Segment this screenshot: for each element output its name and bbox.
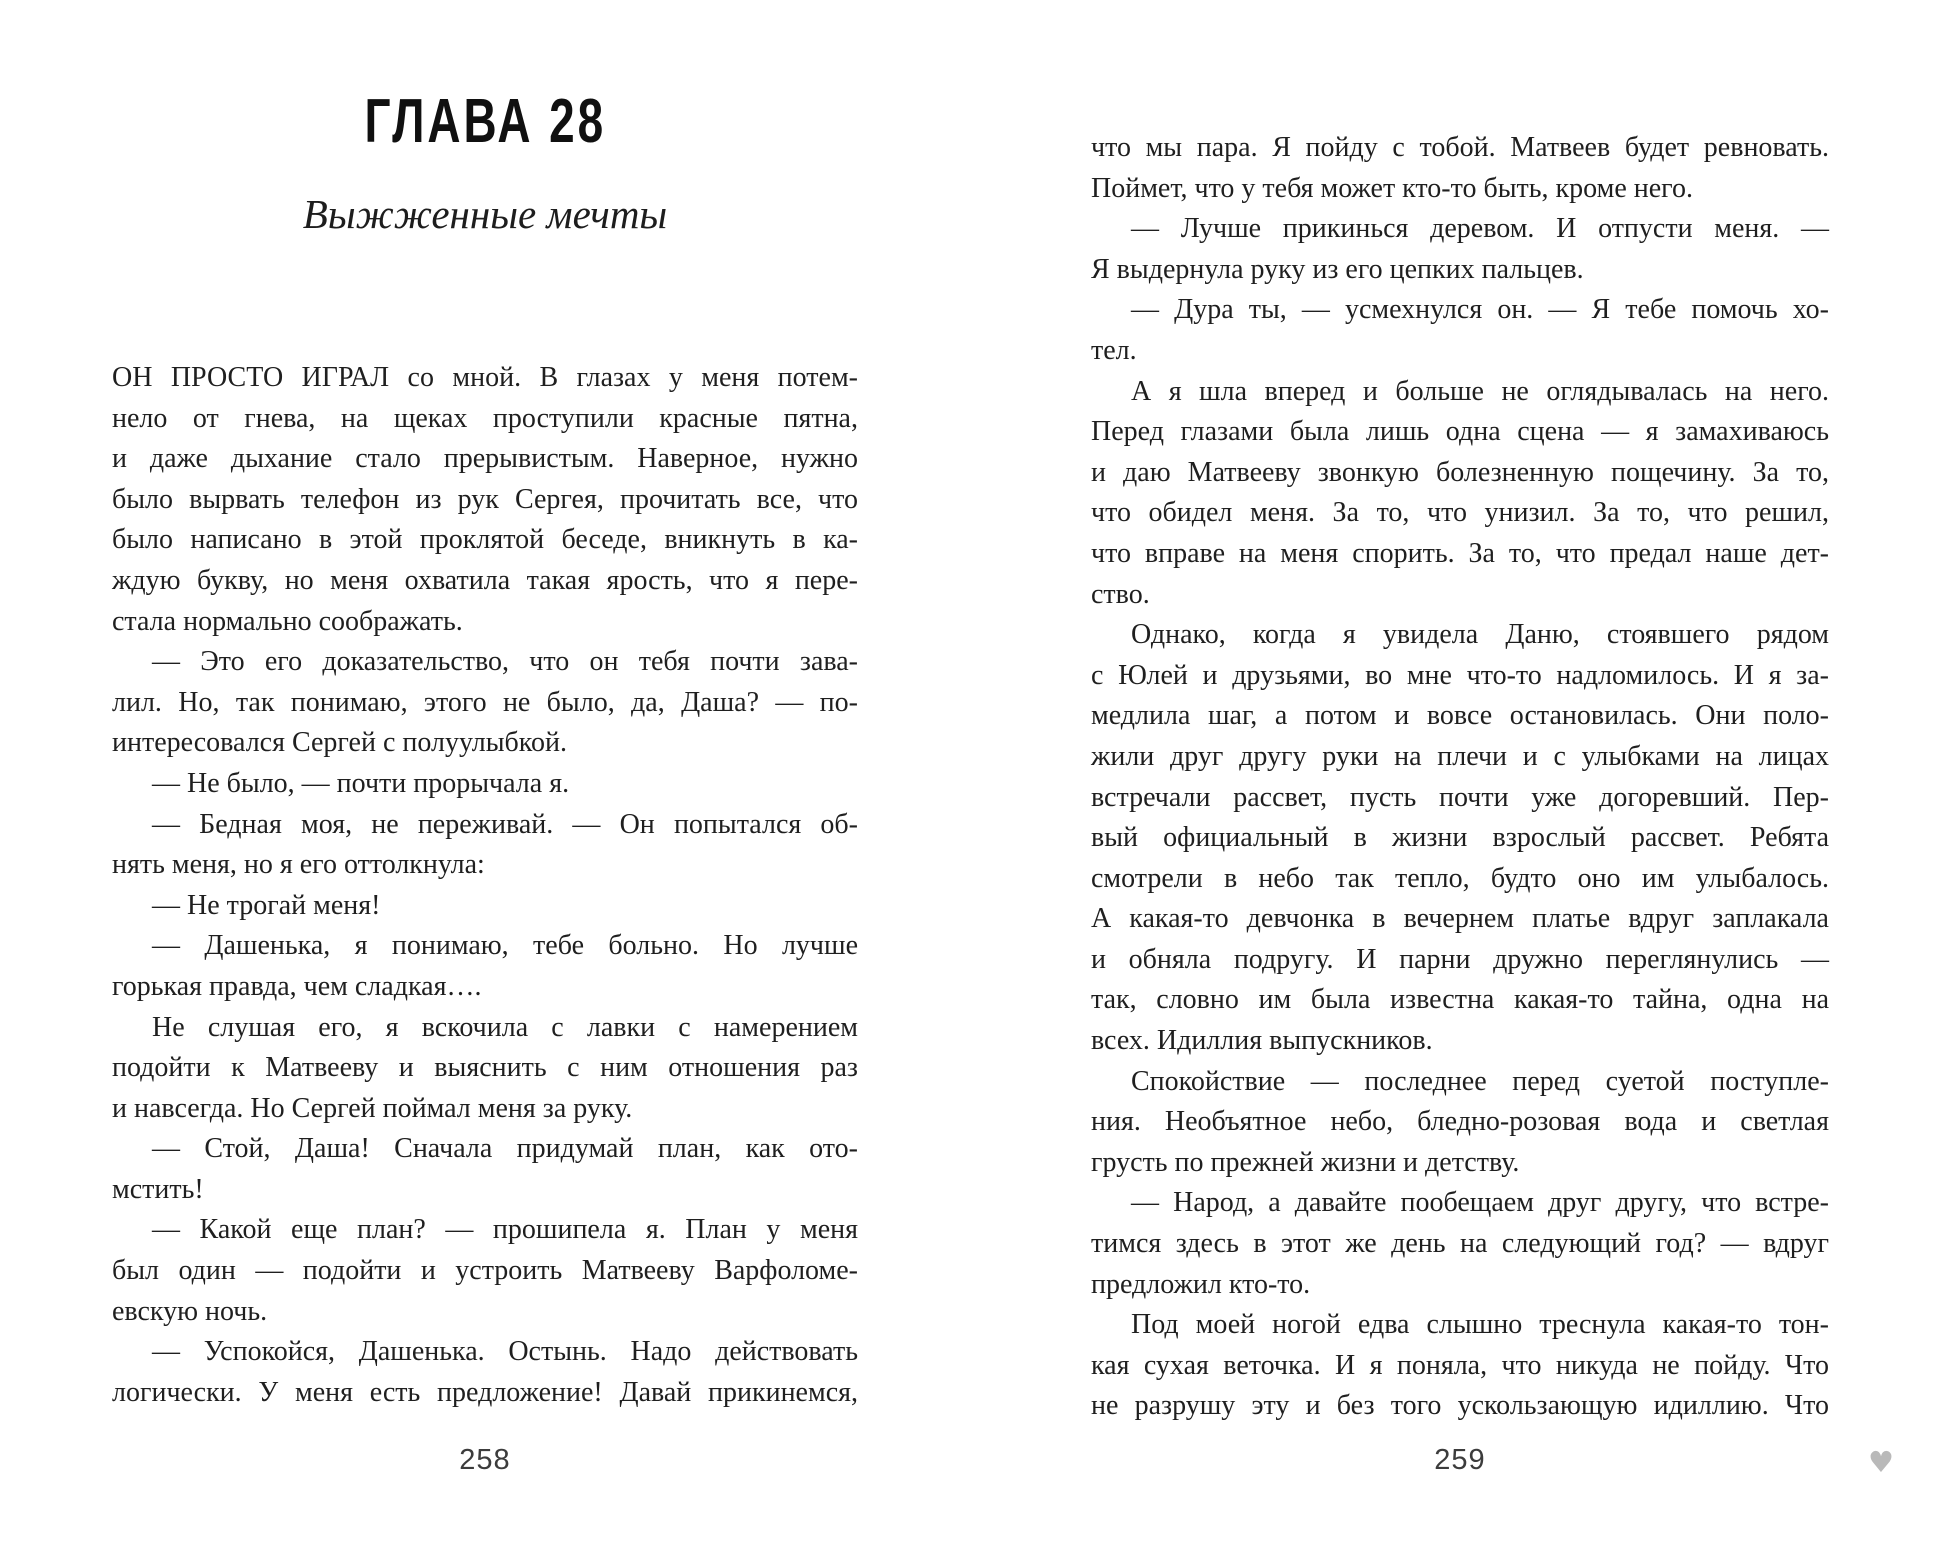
text-line: кая сухая веточка. И я поняла, что никуда не пойду. Что (1091, 1349, 1829, 1381)
text-line: Поймет, что у тебя может кто-то быть, кроме него. (1091, 172, 1693, 204)
text-line: и даю Матвееву звонкую болезненную пощечину. За то, (1091, 456, 1829, 488)
favorite-heart-icon[interactable]: ♥ (1868, 1445, 1894, 1479)
text-line: лил. Но, так понимаю, этого не было, да, Даша? — по- (112, 686, 858, 718)
text-line: не разрушу эту и без того ускользающую идиллию. Что (1091, 1390, 1829, 1422)
text-line: Не слушая его, я вскочила с лавки с намерением (152, 1011, 858, 1043)
right-page-text (1091, 128, 1829, 1427)
text-line: — Стой, Даша! Сначала придумай план, как ото- (152, 1133, 858, 1165)
text-line: ждую букву, но меня охватила такая ярость, что я пере- (112, 564, 858, 596)
text-line: нело от гнева, на щеках проступили красные пятна, (112, 402, 858, 434)
text-line: интересовался Сергей с полуулыбкой. (112, 727, 567, 759)
text-line: ОН ПРОСТО ИГРАЛ со мной. В глазах у меня потем- (112, 362, 858, 393)
text-line: — Успокойся, Дашенька. Остынь. Надо действовать (152, 1336, 858, 1368)
text-line: А какая-то девчонка в вечернем платье вдруг заплакала (1091, 903, 1829, 935)
text-line: тел. (1091, 334, 1137, 366)
text-line: ния. Необъятное небо, бледно-розовая вода и светлая (1091, 1106, 1829, 1138)
text-line: Спокойствие — последнее перед суетой поступле- (1131, 1065, 1829, 1097)
chapter-heading (112, 86, 858, 157)
text-line: — Какой еще план? — прошипела я. План у меня (152, 1214, 858, 1246)
page-number-right: 259 (1434, 1444, 1486, 1476)
text-line: вый официальный в жизни взрослый рассвет. Ребята (1091, 822, 1829, 854)
left-page-text (112, 358, 858, 1413)
text-line: жили друг другу руки на плечи и с улыбками на лицах (1091, 740, 1829, 772)
text-line: грусть по прежней жизни и детству. (1091, 1146, 1520, 1178)
text-line: Однако, когда я увидела Даню, стоявшего рядом (1131, 619, 1829, 651)
text-line: и обняла подругу. И парни дружно переглянулись — (1091, 943, 1829, 975)
text-line: так, словно им была известна какая-то тайна, одна на (1091, 984, 1829, 1016)
text-line: встречали рассвет, пусть почти уже догоревший. Пер- (1091, 781, 1829, 813)
text-line: Под моей ногой едва слышно треснула какая-то тон- (1131, 1309, 1829, 1341)
text-line: — Бедная моя, не переживай. — Он попытался об- (152, 808, 858, 840)
text-line: горькая правда, чем сладкая…. (112, 970, 482, 1002)
text-line: — Лучше прикинься деревом. И отпусти меня. — (1131, 213, 1829, 245)
text-line: и навсегда. Но Сергей поймал меня за руку. (112, 1092, 633, 1124)
page-number-left: 258 (459, 1444, 511, 1476)
text-line: — Не трогай меня! (152, 889, 381, 921)
text-line: — Дашенька, я понимаю, тебе больно. Но лучше (152, 930, 858, 962)
text-line: нять меня, но я его оттолкнула: (112, 849, 485, 881)
text-line: с Юлей и друзьями, во мне что-то надломилось. И я за- (1091, 659, 1829, 691)
text-line: — Народ, а давайте пообещаем друг другу, что встре- (1131, 1187, 1829, 1219)
text-line: — Дура ты, — усмехнулся он. — Я тебе помочь хо- (1131, 294, 1829, 326)
text-line: — Не было, — почти прорычала я. (152, 767, 570, 799)
text-line: Я выдернула руку из его цепких пальцев. (1091, 253, 1584, 285)
text-line: смотрели в небо так тепло, будто оно им улыбалось. (1091, 862, 1829, 894)
text-line: — Это его доказательство, что он тебя почти зава- (152, 646, 858, 678)
text-line: ство. (1091, 578, 1150, 610)
chapter-heading-text: ГЛАВА 28 (364, 87, 606, 156)
text-line: А я шла вперед и больше не оглядывалась на него. (1131, 375, 1829, 407)
text-line: мстить! (112, 1173, 204, 1205)
text-line: был один — подойти и устроить Матвееву Варфоломе- (112, 1255, 858, 1287)
text-line: Перед глазами была лишь одна сцена — я замахиваюсь (1091, 416, 1829, 448)
text-line: подойти к Матвееву и выяснить с ним отношения раз (112, 1052, 858, 1084)
text-line: логически. У меня есть предложение! Давай прикинемся, (112, 1376, 858, 1408)
text-line: стала нормально соображать. (112, 605, 463, 637)
text-line: и даже дыхание стало прерывистым. Наверное, нужно (112, 443, 858, 475)
text-line: медлила шаг, а потом и вовсе остановилась. Они поло- (1091, 700, 1829, 732)
text-line: тимся здесь в этот же день на следующий год? — вдруг (1091, 1228, 1829, 1260)
text-line: было вырвать телефон из рук Сергея, прочитать все, что (112, 483, 858, 515)
text-line: всех. Идиллия выпускников. (1091, 1025, 1433, 1057)
text-line: что обидел меня. За то, что унизил. За то, что решил, (1091, 497, 1829, 529)
chapter-subtitle: Выжженные мечты (302, 191, 668, 237)
text-line: предложил кто-то. (1091, 1268, 1311, 1300)
text-line: что вправе на меня спорить. За то, что предал наше дет- (1091, 537, 1829, 569)
text-line: было написано в этой проклятой беседе, вникнуть в ка- (112, 524, 858, 556)
text-line: евскую ночь. (112, 1295, 268, 1327)
text-line: что мы пара. Я пойду с тобой. Матвеев будет ревновать. (1091, 132, 1829, 163)
